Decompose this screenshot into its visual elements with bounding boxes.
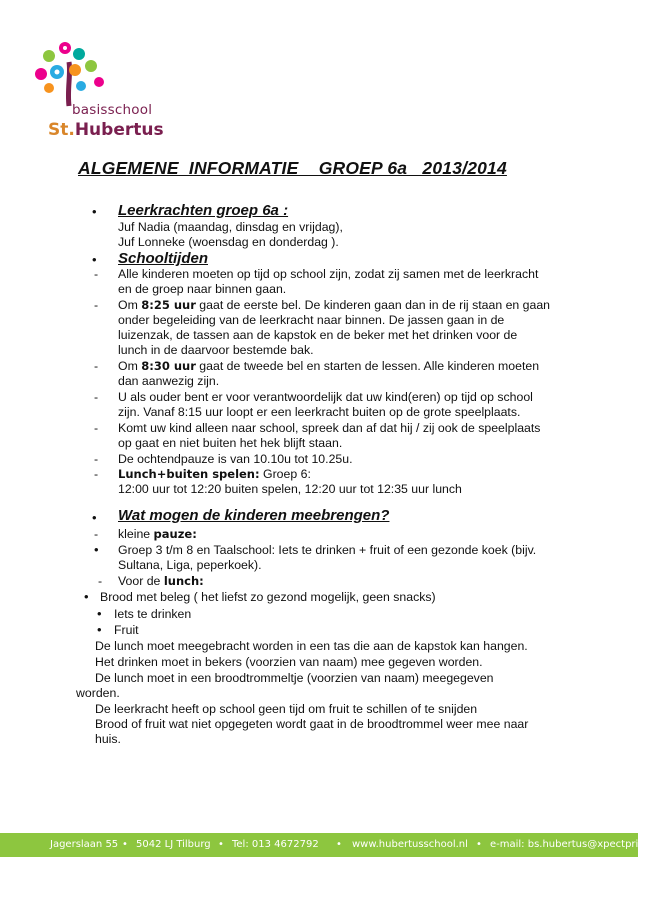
text-line: Iets te drinken (114, 607, 192, 621)
text-line: Fruit (114, 623, 139, 637)
text-line: en de groep naar binnen gaan. (118, 282, 287, 296)
bullet-marker: • (92, 252, 97, 267)
footer-separator: • (122, 839, 128, 850)
text-line: De ochtendpauze is van 10.10u tot 10.25u. (118, 452, 353, 466)
footer-website[interactable]: www.hubertusschool.nl (352, 839, 468, 850)
text-line: Voor de lunch: (118, 574, 204, 588)
page-title: ALGEMENE INFORMATIE GROEP 6a 2013/2014 (78, 158, 507, 178)
teacher-line-1: Juf Nadia (maandag, dinsdag en vrijdag), (118, 220, 343, 234)
text-line: huis. (95, 732, 121, 746)
bullet-marker: • (94, 542, 99, 557)
text-line: Alle kinderen moeten op tijd op school zijn, zodat zij samen met de leerkracht (118, 267, 539, 281)
text-line: op gaat en niet buiten het hek blijft staan. (118, 436, 343, 450)
dash-marker: - (94, 298, 99, 312)
dash-marker: - (94, 267, 99, 281)
text-line: Lunch+buiten spelen: Groep 6: (118, 467, 311, 481)
bullet-marker: • (97, 606, 102, 621)
dash-marker: - (94, 467, 99, 481)
footer-postcode: 5042 LJ Tilburg (136, 839, 211, 850)
text-line: zijn. Vanaf 8:15 uur loopt er een leerkracht buiten op de grote speelplaats. (118, 405, 521, 419)
school-logo (27, 34, 167, 144)
text-line: onder begeleiding van de leerkracht naar binnen. De jassen gaan in de (118, 313, 505, 327)
footer-address: Jagerslaan 55 (50, 839, 119, 850)
text-line: De leerkracht heeft op school geen tijd om fruit te schillen of te snijden (95, 702, 478, 716)
bullet-marker: • (92, 510, 97, 525)
text-line: Sultana, Liga, peperkoek). (118, 558, 262, 572)
section-heading-meebrengen: Wat mogen de kinderen meebrengen? (118, 507, 390, 524)
text-line: luizenzak, de tassen aan de kapstok en de beker met het drinken voor de (118, 328, 518, 342)
footer-email[interactable]: e-mail: bs.hubertus@xpectprimair.nl (490, 839, 672, 850)
footer-separator: • (218, 839, 224, 850)
dash-marker: - (94, 359, 99, 373)
dash-marker: - (94, 421, 99, 435)
text-line: De lunch moet meegebracht worden in een tas die aan de kapstok kan hangen. (95, 639, 528, 653)
text-line: 12:00 uur tot 12:20 buiten spelen, 12:20 uur tot 12:35 uur lunch (118, 482, 462, 496)
dash-marker: - (94, 452, 99, 466)
text-line: Brood met beleg ( het liefst zo gezond mogelijk, geen snacks) (100, 590, 436, 604)
logo-line-1: basisschool (72, 102, 153, 118)
section-heading-schooltijden: Schooltijden (118, 250, 208, 267)
bullet-marker: • (92, 204, 97, 219)
text-line: U als ouder bent er voor verantwoordelijk dat uw kind(eren) op tijd op school (118, 390, 533, 404)
text-line: Het drinken moet in bekers (voorzien van naam) mee gegeven worden. (95, 655, 483, 669)
text-line: Komt uw kind alleen naar school, spreek dan af dat hij / zij ook de speelplaats (118, 421, 541, 435)
text-line: Om 8:30 uur gaat de tweede bel en starten de lessen. Alle kinderen moeten (118, 359, 540, 373)
text-line: kleine pauze: (118, 527, 197, 541)
dash-marker: - (94, 390, 99, 404)
teacher-line-2: Juf Lonneke (woensdag en donderdag ). (118, 235, 339, 249)
footer-phone: Tel: 013 4672792 (232, 839, 319, 850)
dash-marker: - (94, 527, 99, 541)
footer-separator: • (336, 839, 342, 850)
text-line: dan aanwezig zijn. (118, 374, 220, 388)
text-line: De lunch moet in een broodtrommeltje (voorzien van naam) meegegeven (95, 671, 494, 685)
text-line: Brood of fruit wat niet opgegeten wordt gaat in de broodtrommel weer mee naar (95, 717, 529, 731)
bullet-marker: • (97, 622, 102, 637)
text-line: lunch in de daarvoor bestemde bak. (118, 343, 314, 357)
footer-bar (0, 833, 672, 857)
text-line: Om 8:25 uur gaat de eerste bel. De kinderen gaan dan in de rij staan en gaan (118, 298, 551, 312)
logo-line-2: St.Hubertus (48, 120, 164, 140)
bullet-marker: • (84, 589, 89, 604)
section-heading-leerkrachten: Leerkrachten groep 6a : (118, 202, 289, 219)
text-line: worden. (76, 686, 120, 700)
text-line: Groep 3 t/m 8 en Taalschool: Iets te drinken + fruit of een gezonde koek (bijv. (118, 543, 537, 557)
dash-marker: - (98, 574, 103, 588)
footer-separator: • (476, 839, 482, 850)
